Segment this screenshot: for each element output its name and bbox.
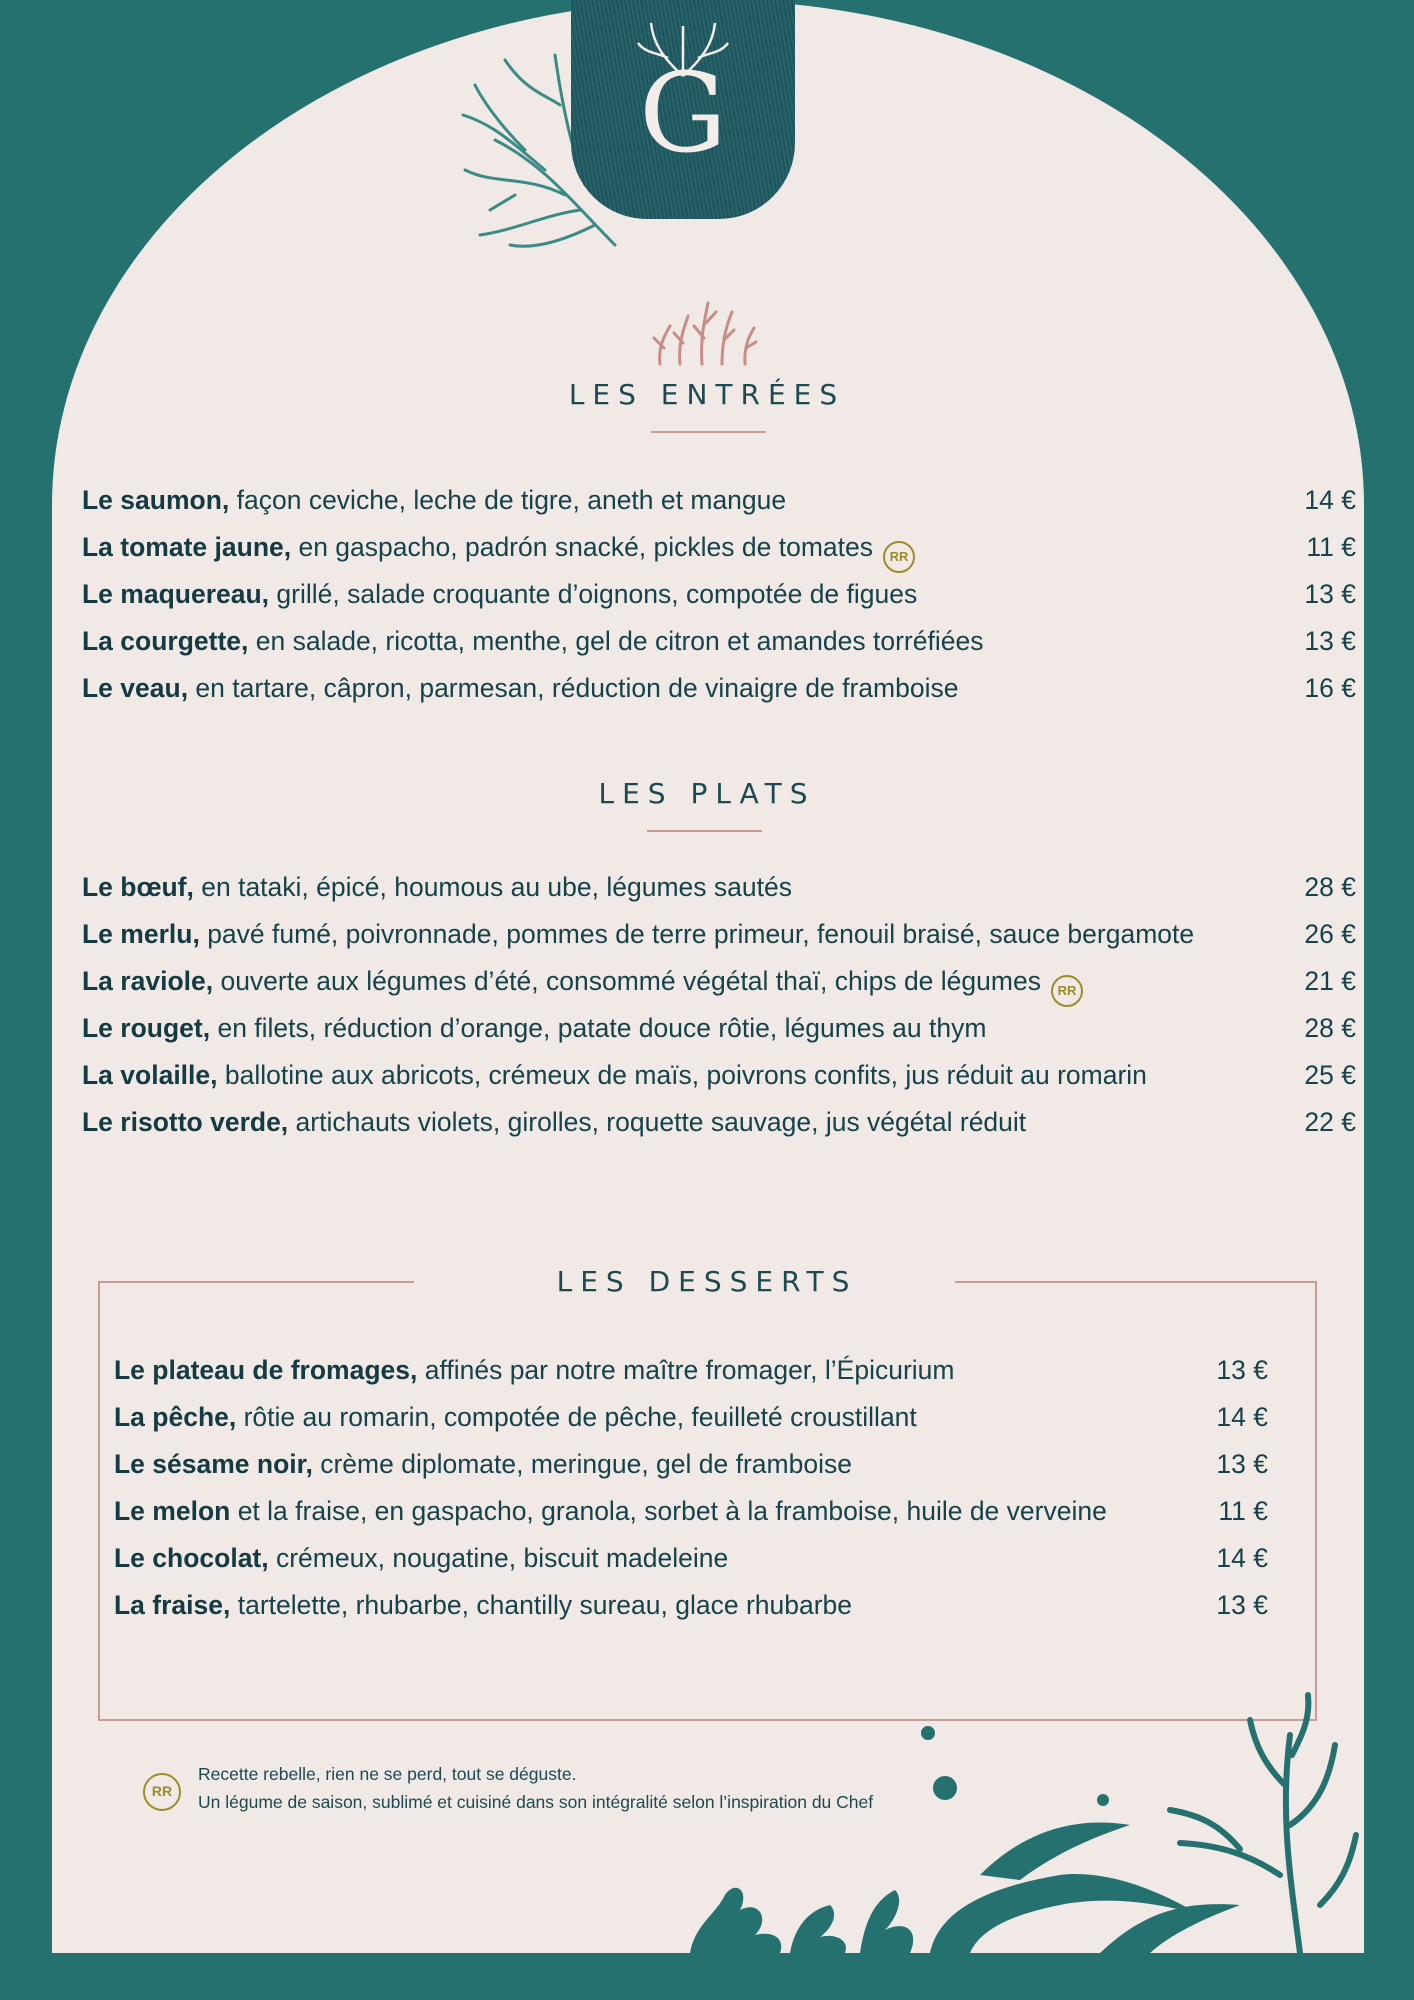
dish-price: 13 € (1304, 626, 1356, 656)
recette-rebelle-badge-icon: RR (883, 541, 915, 573)
item-text (82, 579, 917, 610)
dish-description: et la fraise, en gaspacho, granola, sorbet à la framboise, huile de verveine (230, 1496, 1107, 1526)
dish-description: en filets, réduction d’orange, patate douce rôtie, légumes au thym (210, 1013, 987, 1043)
dish-description: rôtie au romarin, compotée de pêche, feuilleté croustillant (236, 1402, 917, 1432)
item-text (114, 1355, 954, 1386)
dish-price: 11 € (1306, 532, 1356, 562)
dish-name: Le sésame noir, (114, 1449, 313, 1479)
logo-tab (571, 0, 795, 219)
plats-item (82, 1060, 1356, 1100)
item-text (82, 626, 983, 657)
item-text (114, 1449, 852, 1480)
dish-name: La courgette, (82, 626, 249, 656)
dish-name: La raviole, (82, 966, 214, 996)
section-title-entrees: LES ENTRÉES (568, 378, 846, 411)
item-text (82, 1013, 986, 1044)
dish-description: pavé fumé, poivronnade, pommes de terre primeur, fenouil braisé, sauce bergamote (199, 919, 1195, 949)
dish-price: 13 € (1216, 1449, 1268, 1479)
dish-name: Le saumon, (82, 485, 230, 515)
dish-price: 26 € (1304, 919, 1356, 949)
plats-item (82, 872, 1356, 912)
desserts-item (114, 1355, 1268, 1395)
dish-price: 25 € (1304, 1060, 1356, 1090)
dish-description: crémeux, nougatine, biscuit madeleine (268, 1543, 729, 1573)
dish-description: en tataki, épicé, houmous au ube, légumes sautés (193, 872, 792, 902)
dish-name: Le plateau de fromages, (114, 1355, 418, 1385)
dish-price: 21 € (1304, 966, 1356, 996)
entrees-item (82, 532, 1356, 572)
item-text (114, 1543, 728, 1574)
dish-description: ouverte aux légumes d’été, consommé végétal thaï, chips de légumes (213, 966, 1041, 996)
dish-description: crème diplomate, meringue, gel de framboise (312, 1449, 852, 1479)
dish-name: La volaille, (82, 1060, 218, 1090)
coral-divider-icon (650, 298, 765, 366)
dish-name: Le chocolat, (114, 1543, 269, 1573)
section-title-desserts: LES DESSERTS (556, 1265, 858, 1298)
dish-description: grillé, salade croquante d’oignons, compotée de figues (269, 579, 918, 609)
item-text (82, 872, 792, 903)
plats-item (82, 1013, 1356, 1053)
dish-description: affinés par notre maître fromager, l’Épicurium (417, 1355, 955, 1385)
dish-description: tartelette, rhubarbe, chantilly sureau, glace rhubarbe (230, 1590, 853, 1620)
dish-price: 16 € (1304, 673, 1356, 703)
item-text (82, 1107, 1026, 1138)
dish-price: 13 € (1304, 579, 1356, 609)
dish-name: La tomate jaune, (82, 532, 292, 562)
entrees-item (82, 485, 1356, 525)
entrees-item (82, 579, 1356, 619)
dish-price: 14 € (1216, 1402, 1268, 1432)
dish-description: en tartare, câpron, parmesan, réduction de vinaigre de framboise (188, 673, 959, 703)
dish-name: Le risotto verde, (82, 1107, 289, 1137)
item-text (82, 532, 915, 573)
section-rule-entrees (651, 431, 766, 433)
item-text (82, 919, 1194, 950)
section-title-plats: LES PLATS (598, 777, 816, 810)
dish-description: en gaspacho, padrón snacké, pickles de tomates (291, 532, 873, 562)
item-text (114, 1496, 1107, 1527)
dish-price: 28 € (1304, 872, 1356, 902)
dish-price: 11 € (1218, 1496, 1268, 1526)
entrees-item (82, 673, 1356, 713)
entrees-item (82, 626, 1356, 666)
seaweed-bottom-right-icon (680, 1675, 1364, 1953)
desserts-item (114, 1496, 1268, 1536)
dish-price: 13 € (1216, 1590, 1268, 1620)
footnote-line-1: Recette rebelle, rien ne se perd, tout se déguste. (198, 1764, 577, 1784)
dish-name: Le merlu, (82, 919, 200, 949)
dish-description: ballotine aux abricots, crémeux de maïs, poivrons confits, jus réduit au romarin (217, 1060, 1147, 1090)
item-text (82, 673, 958, 704)
plats-item (82, 1107, 1356, 1147)
item-text (82, 1060, 1147, 1091)
desserts-item (114, 1449, 1268, 1489)
dish-price: 13 € (1216, 1355, 1268, 1385)
plats-item (82, 919, 1356, 959)
dish-name: Le maquereau, (82, 579, 270, 609)
footnote-line-2: Un légume de saison, sublimé et cuisiné dans son intégralité selon l’inspiration du Chef (198, 1792, 874, 1812)
dish-price: 14 € (1216, 1543, 1268, 1573)
recette-rebelle-badge-icon: RR (1051, 975, 1083, 1007)
item-text (82, 485, 786, 516)
dish-description: artichauts violets, girolles, roquette sauvage, jus végétal réduit (288, 1107, 1027, 1137)
logo-letter: G (639, 49, 727, 177)
dish-name: La pêche, (114, 1402, 237, 1432)
dish-name: Le veau, (82, 673, 189, 703)
dish-description: façon ceviche, leche de tigre, aneth et mangue (229, 485, 787, 515)
dish-description: en salade, ricotta, menthe, gel de citron et amandes torréfiées (248, 626, 984, 656)
dish-name: La fraise, (114, 1590, 231, 1620)
item-text (82, 966, 1083, 1007)
recette-rebelle-badge-icon: RR (143, 1773, 181, 1811)
dish-name: Le melon (114, 1496, 231, 1526)
dish-price: 14 € (1304, 485, 1356, 515)
dish-name: Le bœuf, (82, 872, 194, 902)
section-rule-plats (647, 830, 762, 832)
dish-name: Le rouget, (82, 1013, 211, 1043)
desserts-item (114, 1402, 1268, 1442)
item-text (114, 1402, 917, 1433)
desserts-item (114, 1590, 1268, 1630)
dish-price: 22 € (1304, 1107, 1356, 1137)
dish-price: 28 € (1304, 1013, 1356, 1043)
plats-item (82, 966, 1356, 1006)
desserts-item (114, 1543, 1268, 1583)
item-text (114, 1590, 852, 1621)
